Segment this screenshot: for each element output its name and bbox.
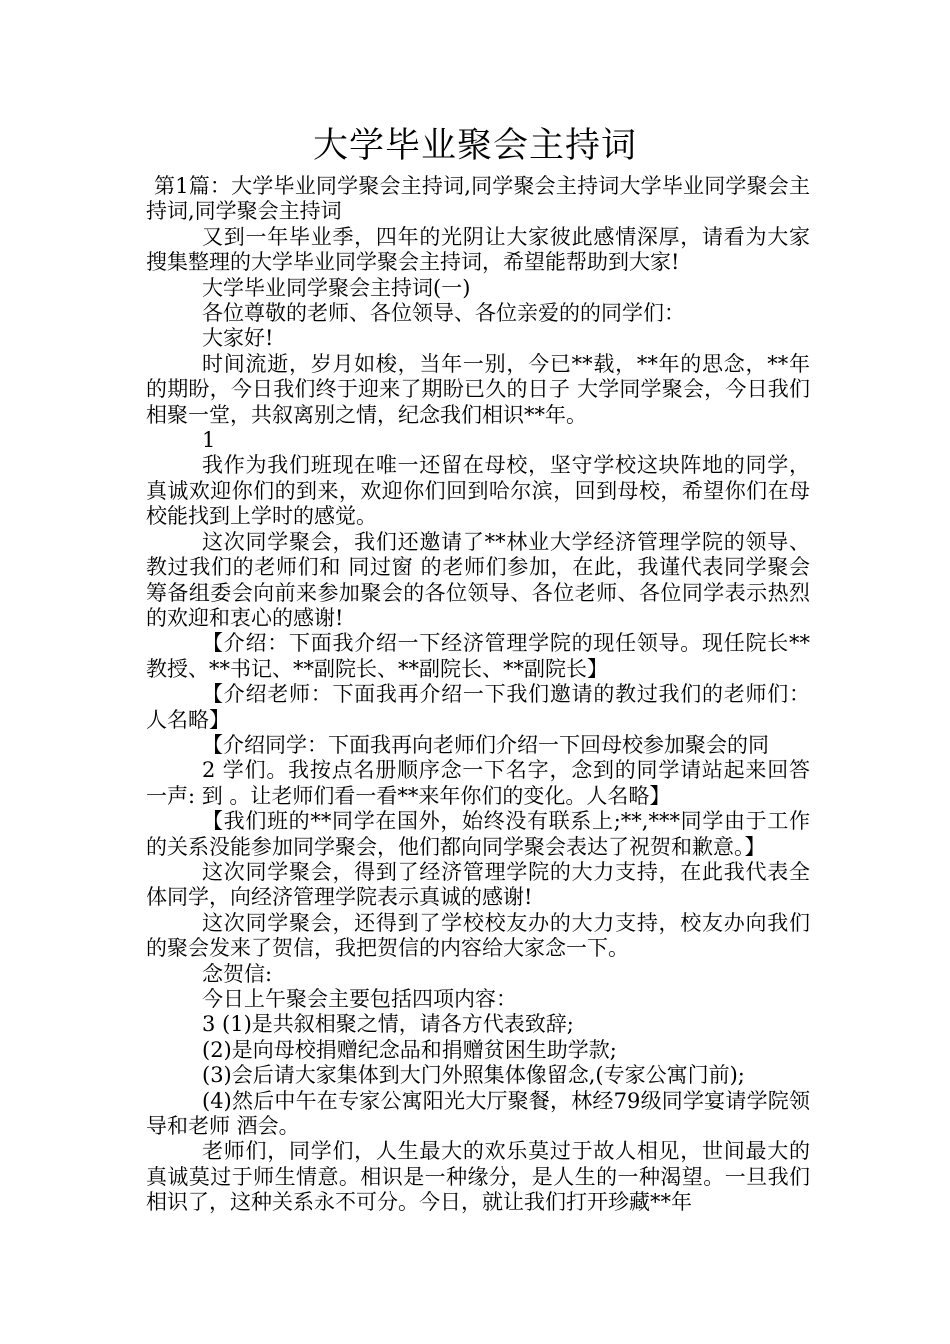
paragraph-intro: 又到一年毕业季，四年的光阴让大家彼此感情深厚，请看为大家搜集整理的大学毕业同学聚会主持词，希望能帮助到大家!	[146, 224, 810, 275]
document-body	[146, 174, 810, 1216]
paragraph-welcome: 我作为我们班现在唯一还留在母校，坚守学校这块阵地的同学，真诚欢迎你们的到来，欢迎你们回到哈尔滨，回到母校，希望你们在母校能找到上学时的感觉。	[146, 453, 810, 529]
document-title: 大学毕业聚会主持词	[312, 126, 637, 166]
agenda-item-4: (4)然后中午在专家公寓阳光大厅聚餐，林经79级同学宴请学院领导和老师 酒会。	[146, 1088, 810, 1139]
paragraph-agenda-intro: 今日上午聚会主要包括四项内容：	[202, 987, 517, 1011]
paragraph-closing: 老师们，同学们，人生最大的欢乐莫过于故人相见，世间最大的真诚莫过于师生情意。相识是一种缘分，是人生的一种渴望。一旦我们相识了，这种关系永不可分。今日，就让我们打开珍藏**年	[146, 1139, 810, 1215]
paragraph-opening: 时间流逝，岁月如梭，当年一别，今已**载，**年的思念，**年的期盼，今日我们终于迎来了期盼已久的日子 大学同学聚会，今日我们相聚一堂，共叙离别之情，纪念我们相识**年。	[146, 351, 810, 427]
paragraph-introduce-teachers: 【介绍老师：下面我再介绍一下我们邀请的教过我们的老师们：人名略】	[146, 682, 810, 732]
agenda-item-1: 3 (1)是共叙相聚之情，请各方代表致辞;	[202, 1012, 574, 1037]
paragraph-article-heading: 第1篇：大学毕业同学聚会主持词,同学聚会主持词大学毕业同学聚会主持词,同学聚会主持词	[146, 174, 810, 224]
paragraph-roll-call: 2 学们。我按点名册顺序念一下名字，念到的同学请站起来回答一声: 到 。让老师们看一看**来年你们的变化。人名略】	[146, 758, 810, 808]
paragraph-section-heading: 大学毕业同学聚会主持词(一)	[202, 275, 471, 300]
agenda-item-3: (3)会后请大家集体到大门外照集体像留念,(专家公寓门前);	[202, 1063, 745, 1088]
page-marker-1: 1	[202, 428, 216, 453]
paragraph-thanks-school: 这次同学聚会，得到了经济管理学院的大力支持，在此我代表全体同学，向经济管理学院表示真诚的感谢!	[146, 859, 810, 910]
paragraph-introduce-classmates: 【介绍同学：下面我再向老师们介绍一下回母校参加聚会的同	[202, 732, 769, 757]
paragraph-absent-classmates: 【我们班的**同学在国外，始终没有联系上;**,***同学由于工作的关系没能参加同学聚会，他们都向同学聚会表达了祝贺和歉意。】	[146, 809, 810, 859]
paragraph-introduce-leaders: 【介绍：下面我介绍一下经济管理学院的现任领导。现任院长**教授、**书记、**副院长、**副院长、**副院长】	[146, 631, 810, 681]
paragraph-invitation: 这次同学聚会，我们还邀请了**林业大学经济管理学院的领导、教过我们的老师们和 同过窗 的老师们参加，在此，我谨代表同学聚会筹备组委会向前来参加聚会的各位领导、各位老师、各位同学表示热烈的欢迎和衷心的感谢!	[146, 529, 810, 630]
paragraph-greeting: 大家好!	[202, 326, 274, 351]
paragraph-alumni-office: 这次同学聚会，还得到了学校校友办的大力支持，校友办向我们的聚会发来了贺信，我把贺信的内容给大家念一下。	[146, 910, 810, 961]
agenda-item-2: (2)是向母校捐赠纪念品和捐赠贫困生助学款;	[202, 1037, 617, 1062]
paragraph-salutation: 各位尊敬的老师、各位领导、各位亲爱的的同学们：	[202, 301, 685, 326]
paragraph-read-letter: 念贺信:	[202, 961, 273, 986]
